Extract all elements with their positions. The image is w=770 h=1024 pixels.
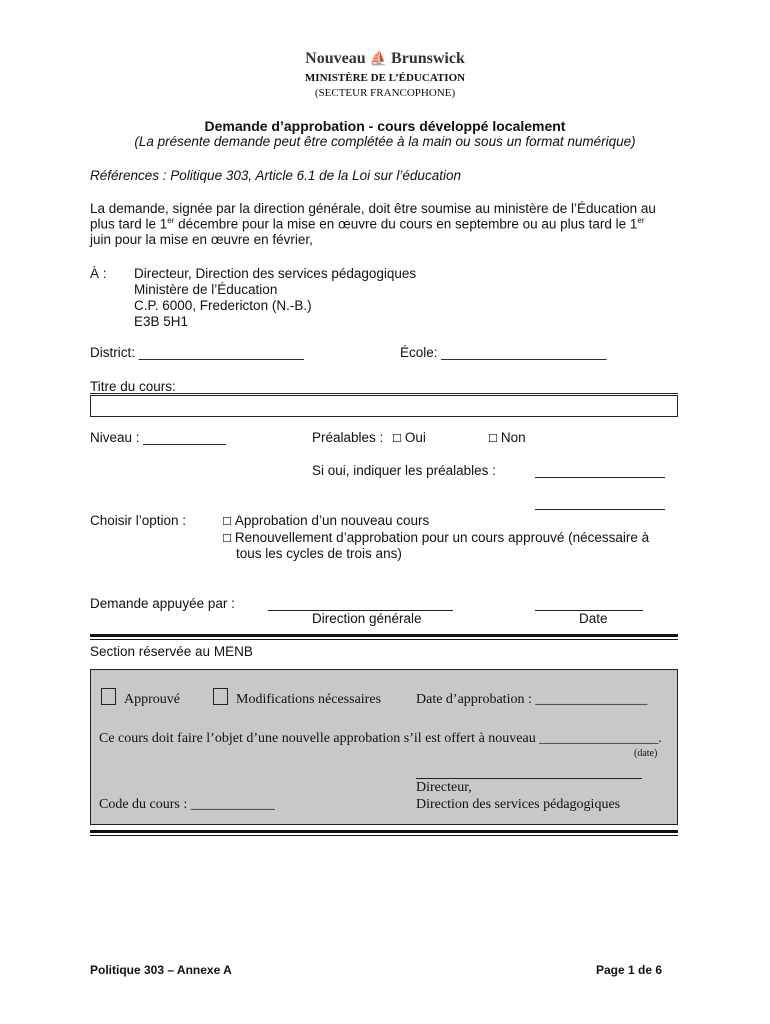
oui-label: Oui [404,430,426,445]
intro-line-1: La demande, signée par la direction générale, doit être soumise au ministère de l’Éducation au [90,201,656,216]
to-label: À : [90,266,107,281]
appuyee-label: Demande appuyée par : [90,596,235,611]
to-line-2: Ministère de l’Éducation [134,282,278,297]
section-divider-bottom [90,830,678,833]
titre-label: Titre du cours: [90,379,176,394]
checkbox-icon [213,688,228,705]
ministry-sector: (SECTEUR FRANCOPHONE) [314,87,456,99]
si-oui-label: Si oui, indiquer les préalables : [312,463,496,478]
to-line-3: C.P. 6000, Fredericton (N.-B.) [134,298,312,313]
prealables-line-1[interactable] [535,477,665,478]
form-title: Demande d’approbation - cours développé localement [204,118,566,134]
district-field[interactable]: District: ______________________ [90,345,304,360]
modifications-label: Modifications nécessaires [236,692,382,707]
prealables-label: Préalables : [312,430,384,445]
directeur-signature-line[interactable] [416,778,642,779]
logo [0,50,770,68]
logo-left-text: Nouveau [305,50,366,67]
to-line-1: Directeur, Direction des services pédagogiques [134,266,417,281]
section-divider-top-thin [90,639,678,640]
checkbox-icon: ☐ [222,515,232,528]
logo-right-text: Brunswick [391,50,465,67]
menb-section [90,669,678,825]
intro-sup-2: er [637,216,645,225]
checkbox-icon: ☐ [488,432,498,445]
checkbox-icon: ☐ [222,532,232,545]
option-nouveau-label: Approbation d’un nouveau cours [234,513,430,528]
nouvelle-approbation-text[interactable]: Ce cours doit faire l’objet d’une nouvelle approbation s’il est offert à nouveau _________________. [99,731,662,746]
option-nouveau[interactable] [222,513,429,528]
prealables-line-2[interactable] [535,509,665,510]
footer-left: Politique 303 – Annexe A [90,963,232,977]
intro-line-2b: décembre pour la mise en œuvre du cours en septembre ou au plus tard le 1 [174,216,638,232]
checkbox-icon [101,688,116,705]
to-line-4: E3B 5H1 [134,314,189,329]
section-divider-bottom-thin [90,835,678,836]
intro-line-2a: plus tard le 1 [90,216,168,232]
modifications-option[interactable] [213,688,381,708]
intro-line-2 [90,216,645,232]
section-divider-top [90,634,678,637]
option-renouvellement-line-2: tous les cycles de trois ans) [236,546,402,561]
approuve-label: Approuvé [124,692,180,707]
option-renouvellement[interactable] [222,530,649,545]
ship-icon: ⛵ [369,52,388,67]
niveau-field[interactable]: Niveau : ___________ [90,430,226,445]
ecole-field[interactable]: École: ______________________ [400,345,607,360]
direction-services-label: Direction des services pédagogiques [416,797,621,812]
form-subtitle: (La présente demande peut être complétée à la main ou sous un format numérique) [134,134,636,149]
direction-generale-label: Direction générale [312,611,422,626]
ministry-name: MINISTÈRE DE L’ÉDUCATION [304,72,466,84]
code-cours-field[interactable]: Code du cours : ____________ [99,797,275,812]
checkbox-oui[interactable] [392,430,426,445]
intro-line-3: juin pour la mise en œuvre en février, [90,232,313,247]
checkbox-non[interactable] [488,430,526,445]
footer-right: Page 1 de 6 [596,963,663,977]
titre-input[interactable] [90,395,678,417]
checkbox-icon: ☐ [392,432,402,445]
directeur-label: Directeur, [416,780,472,795]
option-renouvellement-label: Renouvellement d’approbation pour un cours approuvé (nécessaire à [234,530,650,545]
non-label: Non [500,430,526,445]
date-label: Date [579,611,608,626]
intro-sup-1: er [167,216,175,225]
date-small-label: (date) [634,748,658,759]
section-label: Section réservée au MENB [90,644,253,659]
choisir-label: Choisir l’option : [90,513,187,528]
approuve-option[interactable] [101,688,180,708]
titre-underline [90,393,678,394]
references: Références : Politique 303, Article 6.1 de la Loi sur l’éducation [90,168,461,183]
date-approbation-field[interactable]: Date d’approbation : ________________ [416,692,648,707]
